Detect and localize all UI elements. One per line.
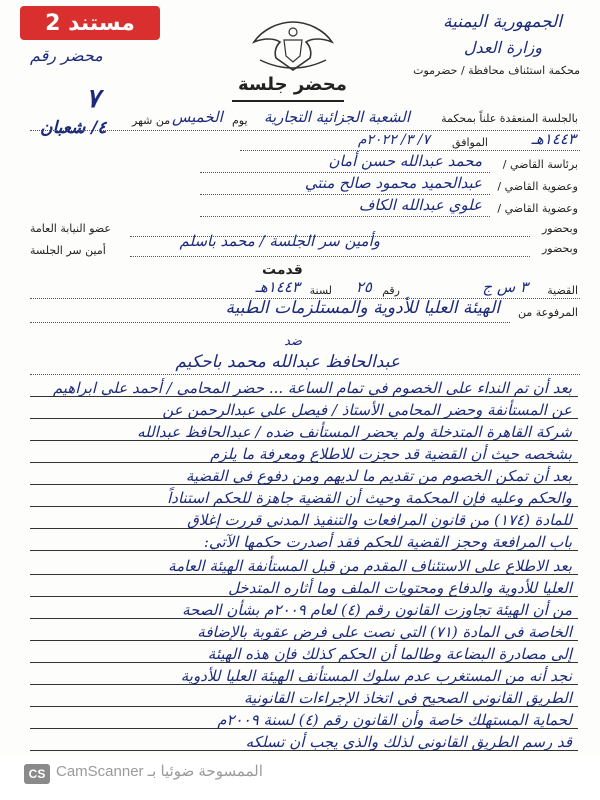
body-line: بعد الاطلاع على الاستئناف المقدم من قبل المستأنفة الهيئة العامة xyxy=(168,557,572,575)
filed-by-label: المرفوعة من xyxy=(517,306,578,319)
body-line: إلى مصادرة البضاعة وطالما أن الحكم كذلك فإن هذه الهيئة xyxy=(207,645,572,663)
case-label: القضية xyxy=(547,284,578,297)
body-line: عن المستأنفة وحضر المحامي الأستاذ / فيصل علي عبدالرحمن عن xyxy=(162,401,572,419)
record-number: ٧ xyxy=(86,84,100,114)
panel-member2-label: وعضوية القاضي / xyxy=(497,202,578,215)
session-line-1 xyxy=(30,130,580,131)
panel-member2-name: علوي عبدالله الكاف xyxy=(358,196,482,214)
panel-member1-label: وعضوية القاضي / xyxy=(497,180,578,193)
body-line: بشخصه حيث أن القضية قد حجزت للاطلاع ومعرفة ما يلزم xyxy=(210,445,572,463)
panel-chair-label: برئاسة القاضي / xyxy=(502,158,578,171)
panel-line-5 xyxy=(130,256,530,257)
document-badge: مستند 2 xyxy=(20,6,160,40)
body-line: العليا للأدوية والدفاع ومحتويات الملف وما أثاره المتدخل xyxy=(228,579,572,597)
emblem-icon xyxy=(248,16,338,76)
session-court-name: الشعبة الجزائية التجارية xyxy=(263,108,410,126)
panel-line-2 xyxy=(200,194,490,195)
body-line: والحكم وعليه فإن المحكمة وحيث أن القضية جاهزة للحكم استناداً xyxy=(167,489,572,507)
body-line: باب المرافعة وحجز القضية للحكم فقد أصدرت حكمها الآتي: xyxy=(203,533,572,551)
case-type: ٣ س ج xyxy=(482,278,528,296)
against-value: عبدالحافظ عبدالله محمد باحكيم xyxy=(175,352,400,372)
session-day-label: يوم xyxy=(232,114,248,127)
ministry-name: وزارة العدل xyxy=(463,38,542,57)
case-year: ١٤٤٣هـ xyxy=(255,278,300,296)
session-month-label: من شهر xyxy=(132,114,171,127)
session-year-hijri: ١٤٤٣هـ xyxy=(531,130,576,148)
camscanner-logo-icon: CS xyxy=(24,764,50,784)
presented-label: قدمت xyxy=(262,262,303,278)
panel-attendance2-label: وبحضور xyxy=(541,242,578,255)
body-line: للمادة (١٧٤) من قانون المرافعات والتنفيذ المدني قررت إغلاق xyxy=(187,511,572,529)
panel-line-3 xyxy=(200,216,490,217)
camscanner-caption: الممسوحة ضوئيا بـ CamScanner xyxy=(56,763,263,780)
body-line: الطريق القانوني الصحيح في اتخاذ الإجراءات القانونية xyxy=(243,689,572,707)
panel-member1-name: عبدالحميد محمود صالح منتي xyxy=(304,174,482,192)
panel-line-1 xyxy=(200,172,490,173)
body-line: بعد أن تم النداء على الخصوم في تمام الساعة ... حضر المحامي / أحمد علي ابراهيم xyxy=(52,379,572,397)
secretary-label: أمين سر الجلسة xyxy=(30,244,106,257)
filed-by-value: الهيئة العليا للأدوية والمستلزمات الطبية xyxy=(225,298,500,318)
body-line: الخاصة في المادة (٧١) التي نصت على فرض عقوبة بالإضافة xyxy=(197,623,572,641)
case-year-label: لسنة xyxy=(309,284,332,297)
body-line: نجد أنه من المستغرب عدم سلوك المستأنف الهيئة العليا للأدوية xyxy=(180,667,572,685)
case-line-3 xyxy=(30,374,580,375)
session-greg-label: الموافق xyxy=(452,136,488,149)
body-line: شركة القاهرة المتدخلة ولم يحضر المستأنف ضده / عبدالحافظ عبدالله xyxy=(137,423,572,441)
case-line-2 xyxy=(30,322,510,323)
body-line: من أن الهيئة تجاوزت القانون رقم (٤) لعام ٢٠٠٩م بشأن الصحة xyxy=(182,601,572,619)
body-line: لحماية المستهلك خاصة وأن القانون رقم (٤) لسنة ٢٠٠٩م xyxy=(217,711,572,729)
body-line: بعد أن تمكن الخصوم من تقديم ما لديهم ومن دفوع في القضية xyxy=(185,467,572,485)
country-name: الجمهورية اليمنية xyxy=(442,12,562,32)
panel-attendance1-label: وبحضور xyxy=(541,222,578,235)
session-greg-date: ٧/ ٣/ ٢٠٢٢م xyxy=(357,132,430,148)
session-line-2 xyxy=(240,150,580,151)
document-title: محضر جلسة xyxy=(238,74,347,95)
court-line: محكمة استئناف محافظة / حضرموت xyxy=(413,64,580,77)
against-label: ضد xyxy=(284,334,302,349)
session-month: ٤/ شعبان xyxy=(40,118,107,138)
case-number-label: رقم xyxy=(382,284,400,297)
session-day: الخميس xyxy=(172,108,223,126)
session-intro-label: بالجلسة المنعقدة علناً بمحكمة xyxy=(441,112,578,125)
panel-chair-name: محمد عبدالله حسن أمان xyxy=(328,152,482,170)
case-number: ٢٥ xyxy=(355,278,372,296)
secretary-name: وأمين سر الجلسة / محمد باسلم xyxy=(179,232,380,250)
body-line: قد رسم الطريق القانوني لذلك والذي يجب أن تسلكه xyxy=(245,733,572,751)
title-underline xyxy=(232,100,344,102)
prosecution-label: عضو النيابة العامة xyxy=(30,222,111,235)
record-number-label: محضر رقم xyxy=(30,46,103,65)
